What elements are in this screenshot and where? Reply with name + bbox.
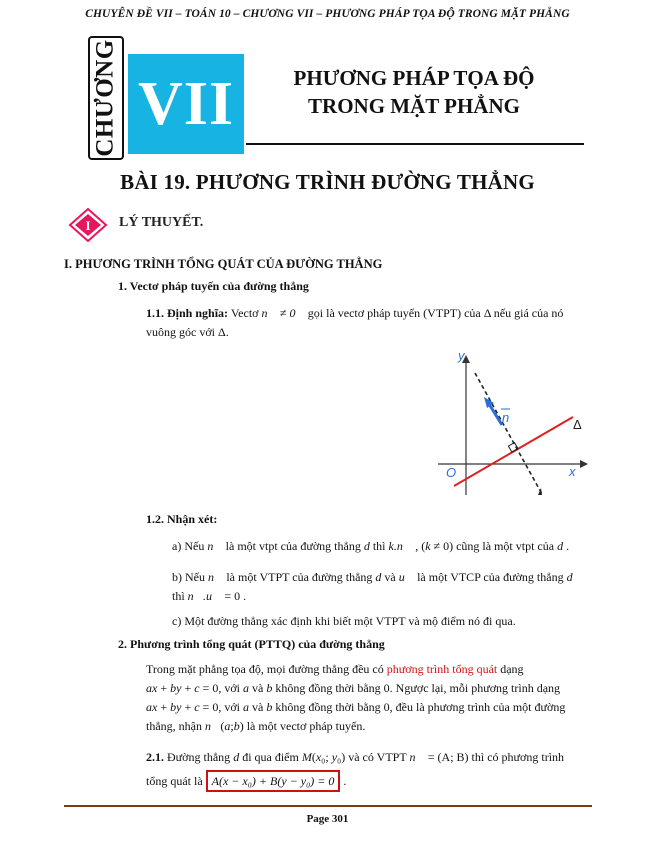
remark-a-t2: là một vtpt của đường thẳng [225,539,361,553]
p1-h: không đồng thời bằng 0, đều là phương trình của một đường [275,700,566,714]
chapter-number-box [128,54,244,154]
chapter-label-box [88,36,124,160]
remark-b-t3: và [384,570,396,584]
def-text-a: Vectơ [230,306,259,320]
remark-a-t4: cũng là một vtpt của [456,539,555,553]
vector-n-label: n [502,410,510,425]
remark-a-t1: a) Nếu [172,539,205,553]
s21-a: Đường thẳng [167,750,231,764]
def-text-c: vuông góc với Δ. [146,325,229,339]
section1-title: I. PHƯƠNG TRÌNH TỔNG QUÁT CỦA ĐƯỜNG THẲNG [64,257,383,271]
p1-c: , với [218,681,241,695]
p1-b: dạng [500,662,524,676]
definition-paragraph: 1.1. Định nghĩa: Vectơ n⃗ ≠ 0⃗ gọi là vectơ pháp tuyến (VTPT) của Δ nếu giá của nó vuông góc với Δ. [146,304,592,342]
formula-text: A(x − x₀) + B(y − y₀) = 0 [211,774,335,788]
p1-d: và [252,681,264,695]
p1-j: là một vectơ pháp tuyến. [246,719,366,733]
chapter-label: CHƯƠNG [92,39,119,157]
remark-b-t5: thì [172,589,185,603]
definition-label: 1.1. Định nghĩa: [146,306,229,320]
s21-b: đi qua điểm [242,750,299,764]
chapter-title-line1: PHƯƠNG PHÁP TỌA ĐỘ [293,66,535,90]
line-delta-label: Δ [573,417,582,432]
part-title: LÝ THUYẾT. [119,215,204,230]
chapter-title [254,64,574,120]
s21-c: và có VTPT [348,750,407,764]
remark-a-t3: thì [372,539,386,553]
section2-1-paragraph: 2.1. Đường thẳng d đi qua điểm M(x₀; y₀) và có VTPT n⃗ = (A; B) thì có phương trình tổng quát là A(x − x₀) + B(y − y₀) = 0 . [146,745,592,793]
subsection-normal-vector: 1. Vectơ pháp tuyến của đường thẳng [118,279,309,293]
s21-d: thì có phương trình [471,750,565,764]
p1-highlight: phương trình tổng quát [386,662,498,676]
remark-a: a) Nếu n⃗ là một vtpt của đường thẳng d thì k.n⃗ , (k ≠ 0) cũng là một vtpt của d . [172,539,570,553]
normal-vector-figure [430,345,600,505]
vector-n [489,404,502,425]
running-header: CHUYÊN ĐỀ VII – TOÁN 10 – CHƯƠNG VII – PHƯƠNG PHÁP TỌA ĐỘ TRONG MẶT PHẲNG [85,8,570,20]
s21-e: tổng quát là [146,774,203,788]
lesson-title: BÀI 19. PHƯƠNG TRÌNH ĐƯỜNG THẲNG [120,170,535,194]
x-axis-label: x [569,464,576,479]
chapter-title-line2: TRONG MẶT PHẲNG [308,94,520,118]
remark-b-t1: b) Nếu [172,570,205,584]
p1-g: và [252,700,264,714]
y-axis-label: y [458,348,465,363]
remark-c: c) Một đường thẳng xác định khi biết một VTPT và mộ điểm nó đi qua. [172,614,516,628]
p1-f: , với [218,700,241,714]
page-number: Page 301 [306,813,349,825]
p1-i: thẳng, nhận [146,719,202,733]
part-badge-diamond-icon [66,208,110,242]
def-text-b: gọi là vectơ pháp tuyến (VTPT) của Δ nếu giá của nó [307,306,564,320]
chapter-title-rule [246,143,584,145]
footer-rule [64,805,592,807]
section2-title: 2. Phương trình tổng quát (PTTQ) của đường thẳng [118,637,385,651]
remark-title: 1.2. Nhận xét: [146,512,218,526]
chapter-number: VII [137,69,235,138]
remark-b-t2: là một VTPT của đường thẳng [226,570,373,584]
s21-label: 2.1. [146,750,164,764]
x-axis-arrow-icon [580,460,588,468]
part-badge-label: I [85,218,91,233]
general-equation-formula [206,770,341,792]
normal-direction-dashed [475,373,542,494]
p1-e: không đồng thời bằng 0. Ngược lại, mỗi phương trình dạng [275,681,561,695]
origin-label: O [446,465,457,480]
general-equation-paragraph: Trong mặt phẳng tọa độ, mọi đường thẳng đều có phương trình tổng quát dạng ax + by + c = 0, với a và b không đồng thời bằng 0. Ngược lại, mỗi phương trình dạng ax + by + c = 0, với a và b không đồng thời bằng 0, đều là phương trình của một đường thẳng, nhận n⃗(a;b) là một vectơ pháp tuyến. [146,662,566,733]
remark-b-t4: là một VTCP của đường thẳng [417,570,564,584]
remark-b: b) Nếu n⃗ là một VTPT của đường thẳng d và u⃗ là một VTCP của đường thẳng d thì n⃗.u⃗ = 0 . [172,570,573,603]
p1-a: Trong mặt phẳng tọa độ, mọi đường thẳng đều có [146,662,384,676]
